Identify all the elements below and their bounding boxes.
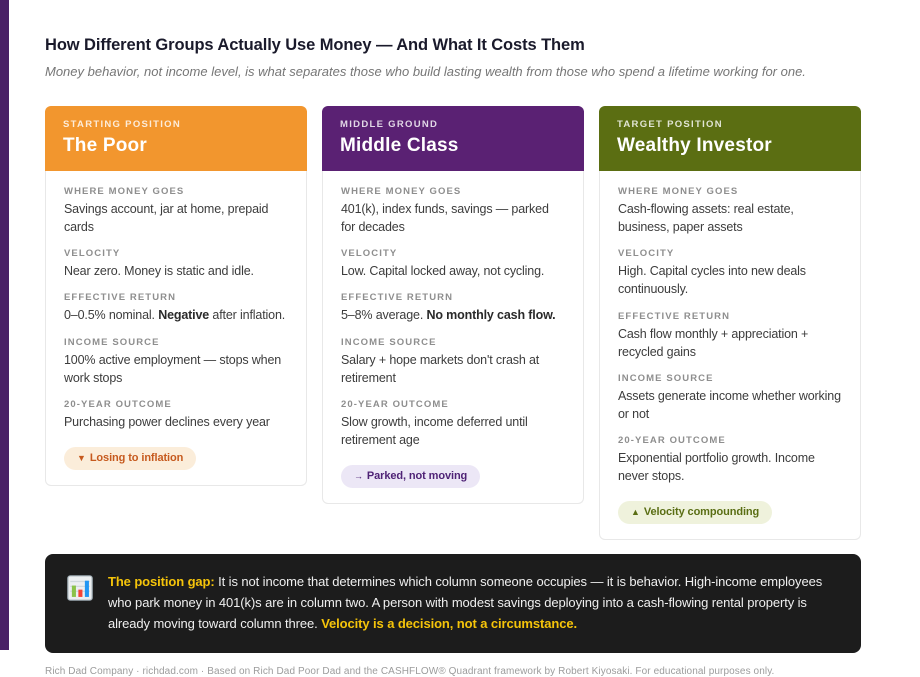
- value-text: Cash flow monthly + appreciation + recycled gains: [618, 326, 809, 359]
- value-text: Near zero. Money is static and idle.: [64, 264, 254, 279]
- section-label: EFFECTIVE RETURN: [64, 292, 177, 304]
- status-badge-parked-not-moving: [341, 465, 480, 488]
- page-title: How Different Groups Actually Use Money — And What It Costs Them: [45, 36, 585, 54]
- section-effective-return: [341, 292, 566, 324]
- card-eyebrow: STARTING POSITION: [63, 119, 181, 130]
- section-20-year-outcome: [64, 399, 289, 431]
- value-text: Slow growth, income deferred until retirement age: [341, 414, 528, 447]
- section-value: [341, 306, 566, 324]
- section-value: [618, 200, 843, 236]
- card-header: [45, 106, 307, 171]
- comparison-cards-row: [45, 106, 861, 540]
- callout-lead-bold: The position gap:: [108, 574, 215, 590]
- section-effective-return: [64, 292, 289, 324]
- section-where-money-goes: [618, 186, 843, 236]
- card-title: Wealthy Investor: [617, 135, 772, 156]
- section-income-source: [341, 337, 566, 387]
- value-text: Savings account, jar at home, prepaid cards: [64, 202, 269, 235]
- section-velocity: [64, 248, 289, 280]
- card-body: [322, 171, 584, 504]
- value-text: Salary + hope markets don't crash at retirement: [341, 352, 540, 385]
- section-label: 20-YEAR OUTCOME: [341, 398, 449, 410]
- card-title: The Poor: [63, 135, 147, 156]
- section-where-money-goes: [341, 186, 566, 236]
- card-header: [322, 106, 584, 171]
- section-label: WHERE MONEY GOES: [618, 186, 739, 197]
- section-value: [341, 413, 566, 449]
- bar-chart-icon: [67, 575, 93, 606]
- section-effective-return: [618, 311, 843, 361]
- section-value: [618, 387, 843, 423]
- content-area: [45, 0, 861, 677]
- value-text: Cash-flowing assets: real estate, business, paper assets: [618, 202, 794, 235]
- section-20-year-outcome: [341, 399, 566, 449]
- card-eyebrow: TARGET POSITION: [617, 119, 723, 130]
- card-header: [599, 106, 861, 171]
- callout-body: It is not income that determines which column someone occupies — it is behavior. High-income employees who park money in 401(k)s are in column two. A person with modest savings deploying into a cash-flowing rental property is already moving toward column three.: [108, 574, 823, 631]
- section-label: WHERE MONEY GOES: [341, 186, 462, 197]
- value-text: 0–0.5% nominal.: [64, 308, 159, 323]
- section-value: [618, 262, 843, 298]
- section-value: [64, 200, 289, 236]
- section-label: 20-YEAR OUTCOME: [64, 398, 172, 410]
- card-wealthy-investor: [599, 106, 861, 540]
- section-label: VELOCITY: [618, 248, 675, 260]
- value-text: Exponential portfolio growth. Income never stops.: [618, 451, 815, 484]
- section-label: EFFECTIVE RETURN: [618, 310, 731, 322]
- value-bold: Negative: [158, 308, 210, 323]
- value-text: Assets generate income whether working or not: [618, 388, 841, 421]
- section-label: 20-YEAR OUTCOME: [618, 435, 726, 446]
- section-value: [341, 262, 566, 280]
- section-value: [64, 351, 289, 387]
- section-value: [618, 449, 843, 485]
- section-20-year-outcome: [618, 435, 843, 485]
- card-body: [599, 171, 861, 540]
- section-value: [64, 306, 289, 324]
- section-label: EFFECTIVE RETURN: [341, 292, 454, 304]
- section-label: VELOCITY: [341, 248, 398, 260]
- section-value: [64, 413, 289, 431]
- card-body: [45, 171, 307, 486]
- badge-label: Velocity compounding: [643, 506, 760, 519]
- position-gap-callout: [45, 554, 861, 652]
- value-text: 401(k), index funds, savings — parked for decades: [341, 202, 549, 235]
- card-title: Middle Class: [340, 135, 459, 156]
- section-income-source: [618, 373, 843, 423]
- up-arrow-icon: ▲: [631, 507, 640, 518]
- value-text: Low. Capital locked away, not cycling.: [341, 264, 545, 279]
- accent-strip: [0, 0, 9, 650]
- section-where-money-goes: [64, 186, 289, 236]
- value-text: 100% active employment — stops when work stops: [64, 352, 282, 385]
- badge-label: Losing to inflation: [89, 451, 184, 464]
- down-arrow-icon: ▼: [77, 452, 86, 463]
- section-value: [341, 200, 566, 236]
- callout-tail-bold: Velocity is a decision, not a circumstance.: [321, 615, 577, 631]
- value-text: Purchasing power declines every year: [64, 414, 270, 429]
- value-text: after inflation.: [209, 308, 286, 323]
- card-eyebrow: MIDDLE GROUND: [340, 119, 439, 130]
- section-label: INCOME SOURCE: [64, 336, 160, 348]
- card-middle-class: [322, 106, 584, 504]
- value-bold: No monthly cash flow.: [426, 308, 556, 323]
- status-badge-losing-to-inflation: [64, 447, 196, 470]
- attribution-footer: Rich Dad Company · richdad.com · Based on Rich Dad Poor Dad and the CASHFLOW® Quadrant framework by Robert Kiyosaki. For educational purposes only.: [45, 665, 775, 677]
- section-velocity: [341, 248, 566, 280]
- value-text: High. Capital cycles into new deals continuously.: [618, 264, 806, 297]
- section-income-source: [64, 337, 289, 387]
- section-velocity: [618, 248, 843, 298]
- value-text: 5–8% average.: [341, 308, 427, 323]
- card-the-poor: [45, 106, 307, 486]
- status-badge-velocity-compounding: [618, 501, 772, 524]
- callout-text: [108, 572, 837, 634]
- section-label: VELOCITY: [64, 248, 121, 260]
- section-value: [341, 351, 566, 387]
- section-label: INCOME SOURCE: [618, 372, 714, 384]
- section-value: [618, 325, 843, 361]
- page-subtitle: Money behavior, not income level, is what separates those who build lasting wealth from those who spend a lifetime working for one.: [45, 64, 806, 79]
- section-value: [64, 262, 289, 280]
- right-arrow-icon: →: [354, 471, 363, 481]
- section-label: INCOME SOURCE: [341, 336, 437, 348]
- badge-label: Parked, not moving: [366, 470, 468, 482]
- section-label: WHERE MONEY GOES: [64, 186, 185, 197]
